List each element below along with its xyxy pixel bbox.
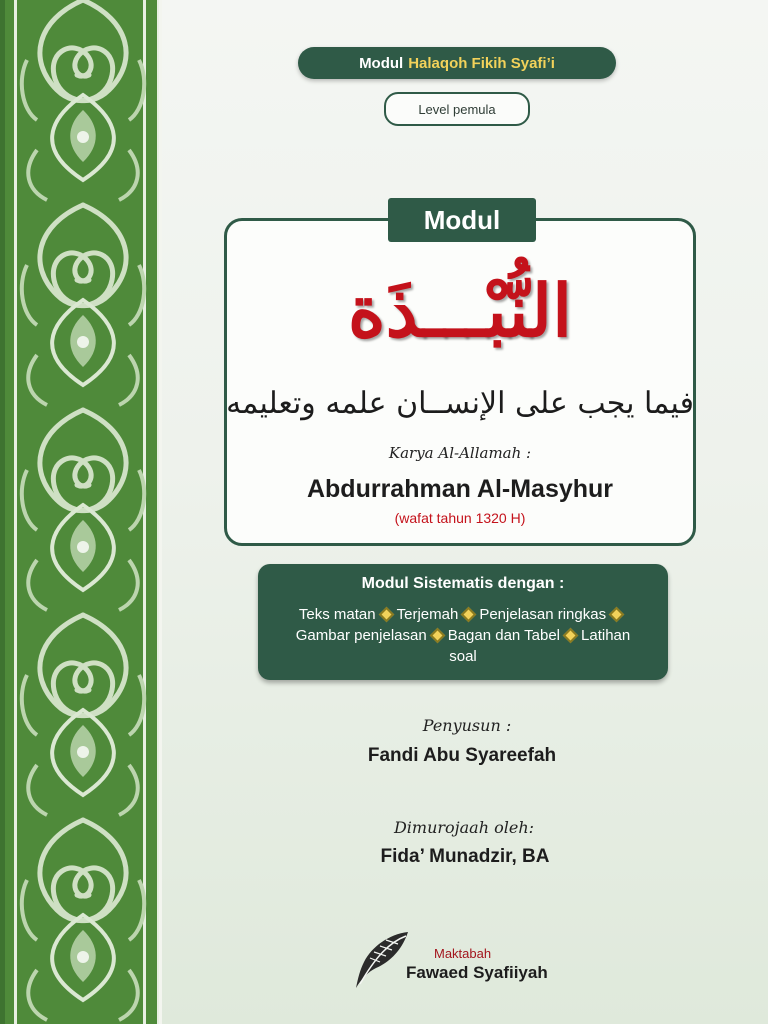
features-heading-colon: : xyxy=(559,575,565,592)
arabesque-icon xyxy=(17,0,149,1024)
diamond-icon xyxy=(563,628,579,644)
murojaah-label: Dimurojaah oleh: xyxy=(393,818,535,837)
feature-item: Bagan dan Tabel xyxy=(447,627,561,644)
features-heading xyxy=(258,575,668,593)
diamond-icon xyxy=(378,607,394,623)
publisher-logo xyxy=(350,928,570,988)
author-name: Abdurrahman Al-Masyhur xyxy=(306,475,614,503)
series-badge xyxy=(298,47,616,79)
feature-item: Gambar penjelasan xyxy=(295,627,427,644)
publisher-prefix: Maktabah xyxy=(434,946,492,961)
feature-item: Terjemah xyxy=(396,606,459,623)
quill-icon xyxy=(350,928,414,992)
level-badge: Level pemula xyxy=(384,92,530,126)
diamond-icon xyxy=(609,607,625,623)
publisher-name: Fawaed Syafiiyah xyxy=(406,963,548,982)
arabic-subtitle: فيما يجب على الإنســان علمه وتعليمه xyxy=(226,386,694,421)
karya-label: Karya Al-Allamah : xyxy=(388,444,532,462)
diamond-icon xyxy=(461,607,477,623)
feature-item: Penjelasan ringkas xyxy=(479,606,607,623)
penyusun-name: Fandi Abu Syareefah xyxy=(367,745,557,766)
arabic-book-title: النُّبْـــذَة xyxy=(347,268,573,353)
arabesque-pattern xyxy=(14,0,146,1024)
features-box xyxy=(258,564,668,680)
features-heading-text: Modul Sistematis dengan xyxy=(361,575,555,592)
death-year: (wafat tahun 1320 H) xyxy=(394,510,526,526)
series-name: Halaqoh Fikih Syafi’i xyxy=(408,54,555,72)
diamond-icon xyxy=(429,628,445,644)
murojaah-name: Fida’ Munadzir, BA xyxy=(380,846,550,867)
feature-item: Latihan soal xyxy=(449,627,631,665)
features-list xyxy=(288,604,638,667)
series-prefix: Modul xyxy=(359,54,404,72)
modul-tab: Modul xyxy=(388,198,536,242)
ornament-border xyxy=(0,0,162,1024)
feature-item: Teks matan xyxy=(298,606,376,623)
penyusun-label: Penyusun : xyxy=(422,716,512,735)
